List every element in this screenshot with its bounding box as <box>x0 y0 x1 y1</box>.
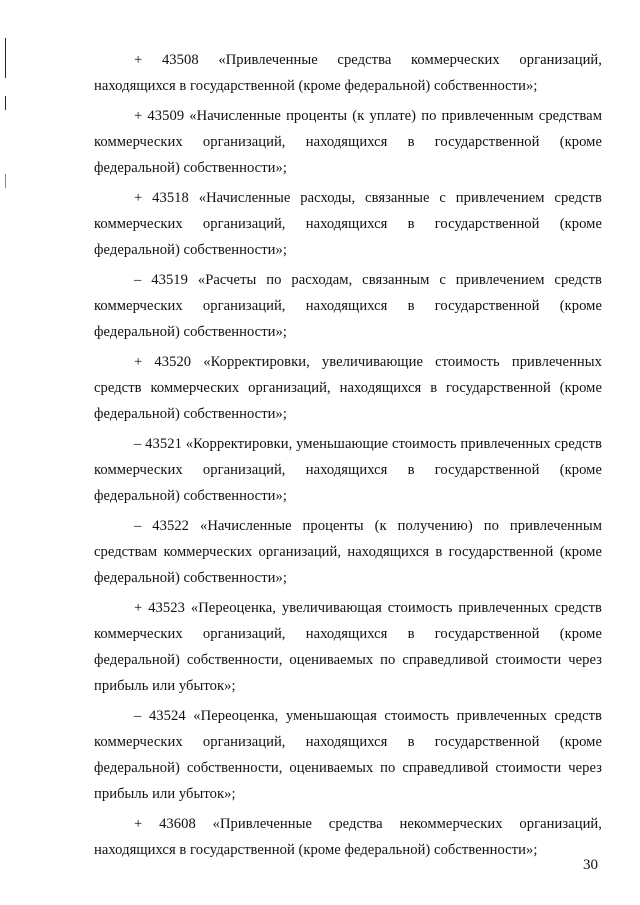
margin-mark <box>5 174 6 188</box>
margin-mark <box>5 96 6 110</box>
account-entry-43522: – 43522 «Начисленные проценты (к получению) по привлеченным средствам коммерческих организаций, находящихся в государственной (кроме федеральной) собственности»; <box>94 518 602 586</box>
account-entry-43524: – 43524 «Переоценка, уменьшающая стоимость привлеченных средств коммерческих организаций, находящихся в государственной (кроме федеральной) собственности, оцениваемых по справедливой стоимости через прибыль или убыток»; <box>94 708 602 802</box>
page-number: 30 <box>583 857 598 873</box>
account-entry-43608: + 43608 «Привлеченные средства некоммерческих организаций, находящихся в государственной (кроме федеральной) собственности»; <box>94 816 602 858</box>
account-entry-43520: + 43520 «Корректировки, увеличивающие стоимость привлеченных средств коммерческих организаций, находящихся в государственной (кроме федеральной) собственности»; <box>94 354 602 422</box>
account-entry-43509: + 43509 «Начисленные проценты (к уплате) по привлеченным средствам коммерческих организаций, находящихся в государственной (кроме федеральной) собственности»; <box>94 108 602 176</box>
account-entry-43523: + 43523 «Переоценка, увеличивающая стоимость привлеченных средств коммерческих организаций, находящихся в государственной (кроме федеральной) собственности, оцениваемых по справедливой стоимости через прибыль или убыток»; <box>94 600 602 694</box>
margin-mark <box>5 38 6 78</box>
account-entry-43508: + 43508 «Привлеченные средства коммерческих организаций, находящихся в государственной (кроме федеральной) собственности»; <box>94 52 602 94</box>
account-entry-43521: – 43521 «Корректировки, уменьшающие стоимость привлеченных средств коммерческих организаций, находящихся в государственной (кроме федеральной) собственности»; <box>94 436 602 504</box>
document-body <box>94 47 602 867</box>
account-entry-43519: – 43519 «Расчеты по расходам, связанным с привлечением средств коммерческих организаций, находящихся в государственной (кроме федеральной) собственности»; <box>94 272 602 340</box>
account-entry-43518: + 43518 «Начисленные расходы, связанные с привлечением средств коммерческих организаций, находящихся в государственной (кроме федеральной) собственности»; <box>94 190 602 258</box>
